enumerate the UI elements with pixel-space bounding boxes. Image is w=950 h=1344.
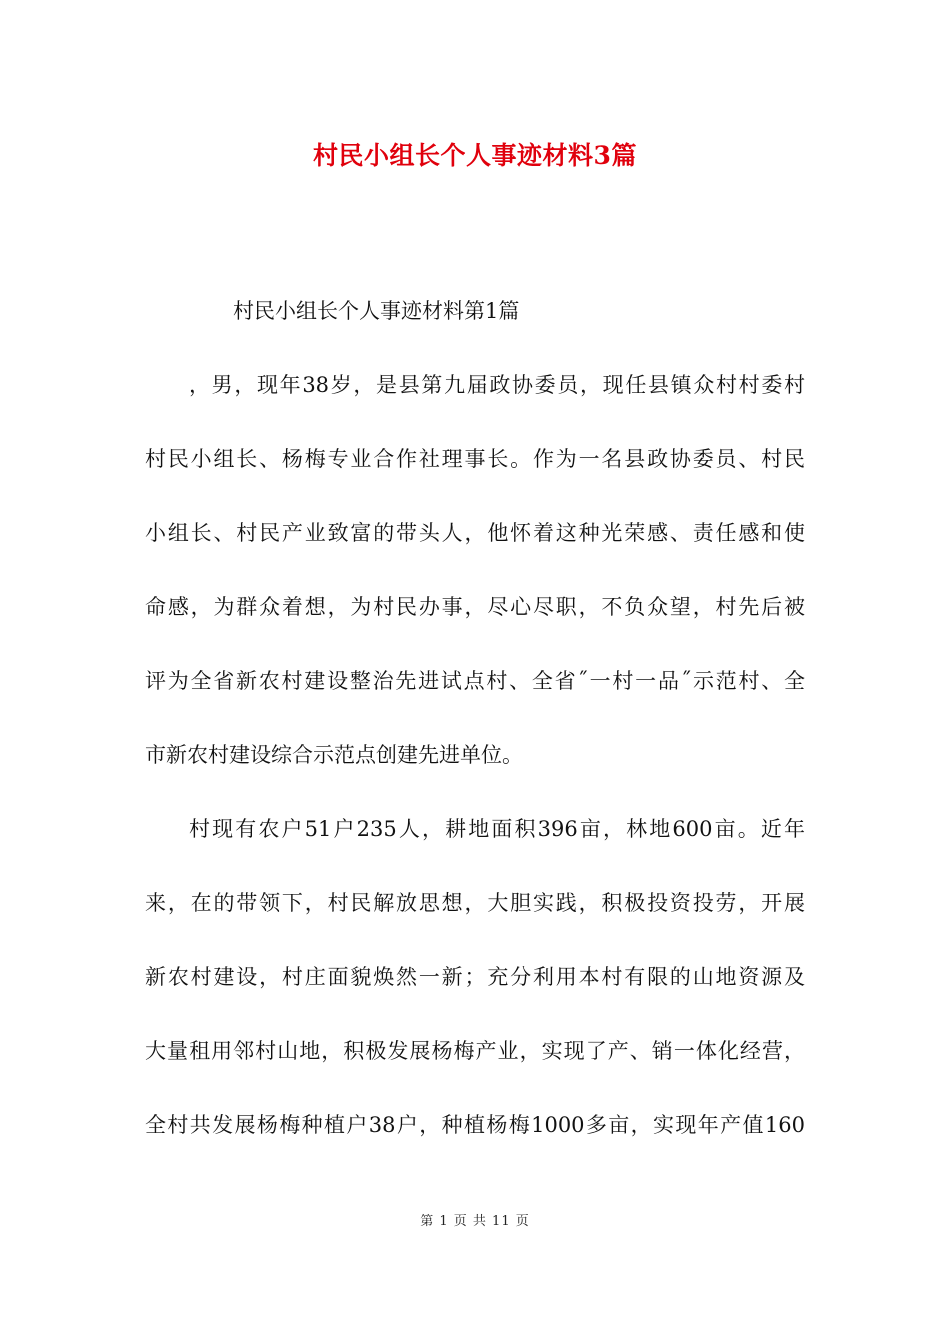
paragraph-line: ，男，现年38岁，是县第九届政协委员，现任县镇众村村委村	[189, 373, 805, 397]
paragraph-line: 来，在的带领下，村民解放思想，大胆实践，积极投资投劳，开展	[145, 891, 805, 915]
section-heading: 村民小组长个人事迹材料第1篇	[233, 299, 520, 323]
paragraph-line: 全村共发展杨梅种植户38户，种植杨梅1000多亩，实现年产值160	[145, 1113, 805, 1137]
paragraph-line: 大量租用邻村山地，积极发展杨梅产业，实现了产、销一体化经营，	[145, 1039, 805, 1063]
paragraph-line: 市新农村建设综合示范点创建先进单位。	[145, 743, 523, 767]
paragraph-line: 命感，为群众着想，为村民办事，尽心尽职，不负众望，村先后被	[145, 595, 805, 619]
paragraph-line: 小组长、村民产业致富的带头人，他怀着这种光荣感、责任感和使	[145, 521, 805, 545]
document-title: 村民小组长个人事迹材料3篇	[313, 141, 637, 170]
paragraph-line: 村现有农户51户235人，耕地面积396亩，林地600亩。近年	[189, 817, 805, 841]
paragraph-line: 评为全省新农村建设整治先进试点村、全省˝一村一品˝示范村、全	[145, 669, 805, 693]
page-number: 第 1 页 共 11 页	[420, 1214, 530, 1229]
document-body	[145, 274, 805, 1162]
paragraph-line: 村民小组长、杨梅专业合作社理事长。作为一名县政协委员、村民	[145, 447, 805, 471]
paragraph-line: 新农村建设，村庄面貌焕然一新；充分利用本村有限的山地资源及	[145, 965, 805, 989]
